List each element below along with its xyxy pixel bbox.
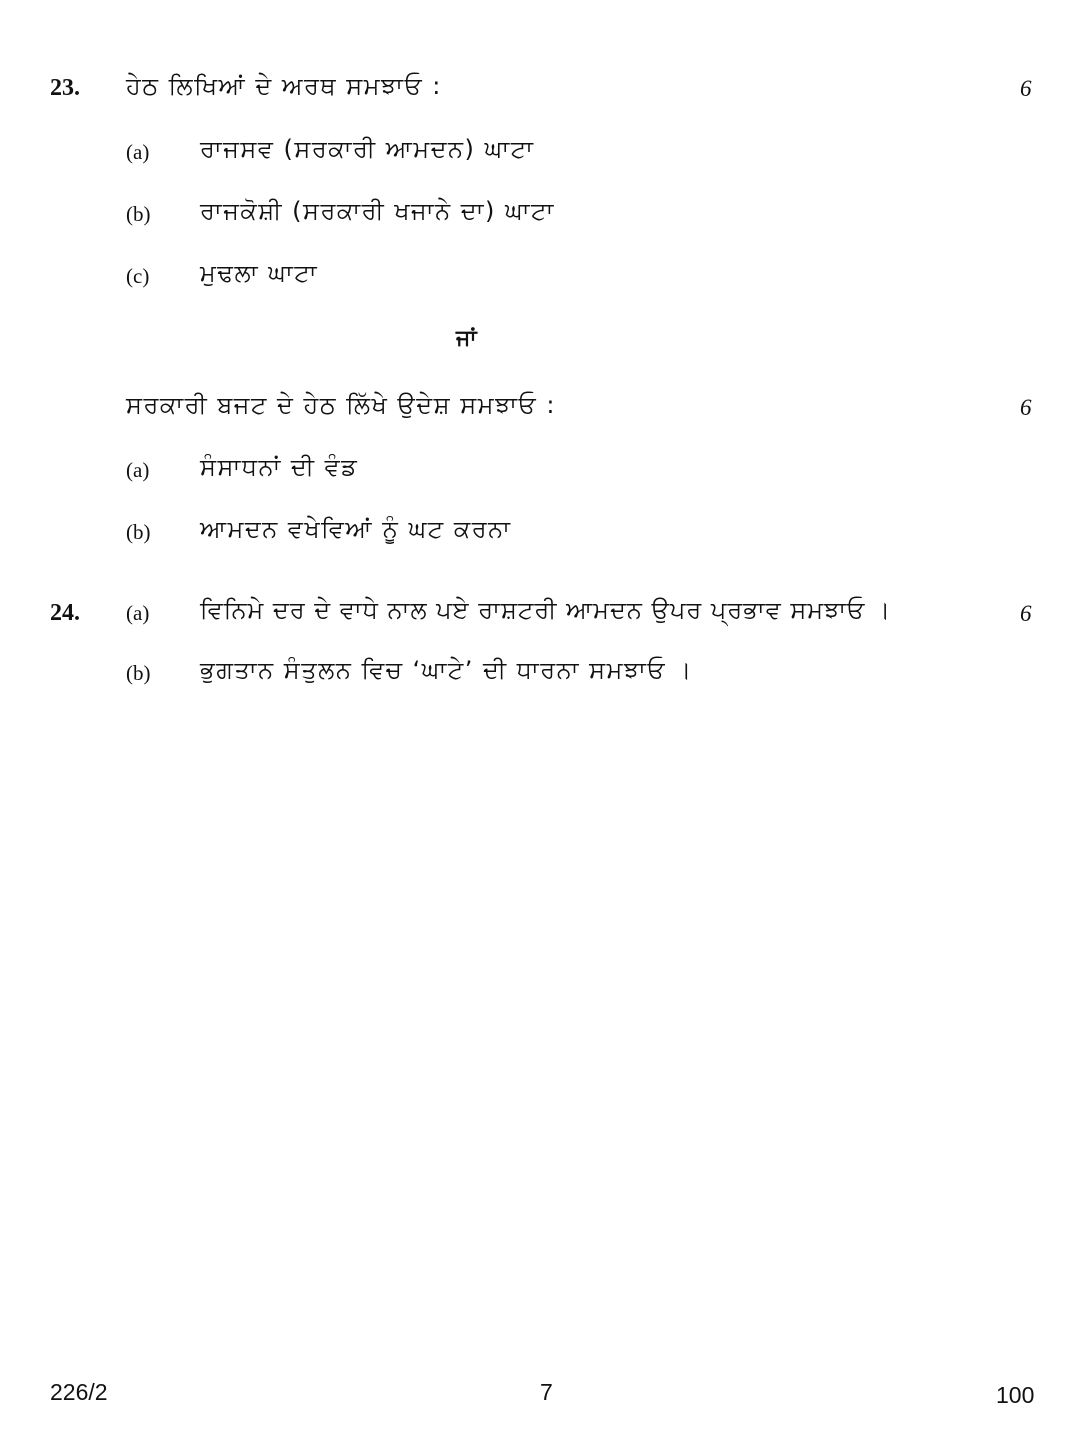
q24-part-a-text: ਵਿਨਿਮੇ ਦਰ ਦੇ ਵਾਧੇ ਨਾਲ ਪਏ ਰਾਸ਼ਟਰੀ ਆਮਦਨ ਉਪਰ ਪ੍ਰਭਾਵ ਸਮਝਾਓ । [200,596,892,624]
question-23-number: 23. [50,75,80,101]
question-24-number: 24. [50,600,80,626]
q23-part-b-label: (b) [126,202,151,226]
paper-code: 226/2 [50,1379,108,1405]
question-23-marks: 6 [1020,76,1032,101]
question-24-marks: 6 [1020,601,1032,626]
set-number: 100 [996,1382,1035,1408]
q23-part-b-text: ਰਾਜਕੋਸ਼ੀ (ਸਰਕਾਰੀ ਖਜਾਨੇ ਦਾ) ਘਾਟਾ [200,197,555,225]
q23-alt-part-b-text: ਆਮਦਨ ਵਖੇਵਿਆਂ ਨੂੰ ਘਟ ਕਰਨਾ [200,515,512,543]
or-separator: ਜਾਂ [456,326,477,351]
q24-part-a-label: (a) [126,601,150,625]
q23-part-c-label: (c) [126,264,150,288]
q23-part-a-text: ਰਾਜਸਵ (ਸਰਕਾਰੀ ਆਮਦਨ) ਘਾਟਾ [200,135,535,163]
q23-alt-part-b-label: (b) [126,520,151,544]
q24-part-b-label: (b) [126,661,151,685]
q24-part-b-text: ਭੁਗਤਾਨ ਸੰਤੁਲਨ ਵਿਚ ‘ਘਾਟੇ’ ਦੀ ਧਾਰਨਾ ਸਮਝਾਓ । [200,656,693,684]
q23-alt-part-a-label: (a) [126,458,150,482]
page-number: 7 [540,1379,553,1405]
question-23-prompt: ਹੇਠ ਲਿਖਿਆਂ ਦੇ ਅਰਥ ਸਮਝਾਓ : [126,72,442,100]
q23-alt-part-a-text: ਸੰਸਾਧਨਾਂ ਦੀ ਵੰਡ [200,453,359,481]
question-23-alt-prompt: ਸਰਕਾਰੀ ਬਜਟ ਦੇ ਹੇਠ ਲਿੱਖੇ ਉਦੇਸ਼ ਸਮਝਾਓ : [126,391,556,419]
q23-part-a-label: (a) [126,140,150,164]
q23-part-c-text: ਮੁਢਲਾ ਘਾਟਾ [200,259,319,287]
question-23-alt-marks: 6 [1020,395,1032,420]
